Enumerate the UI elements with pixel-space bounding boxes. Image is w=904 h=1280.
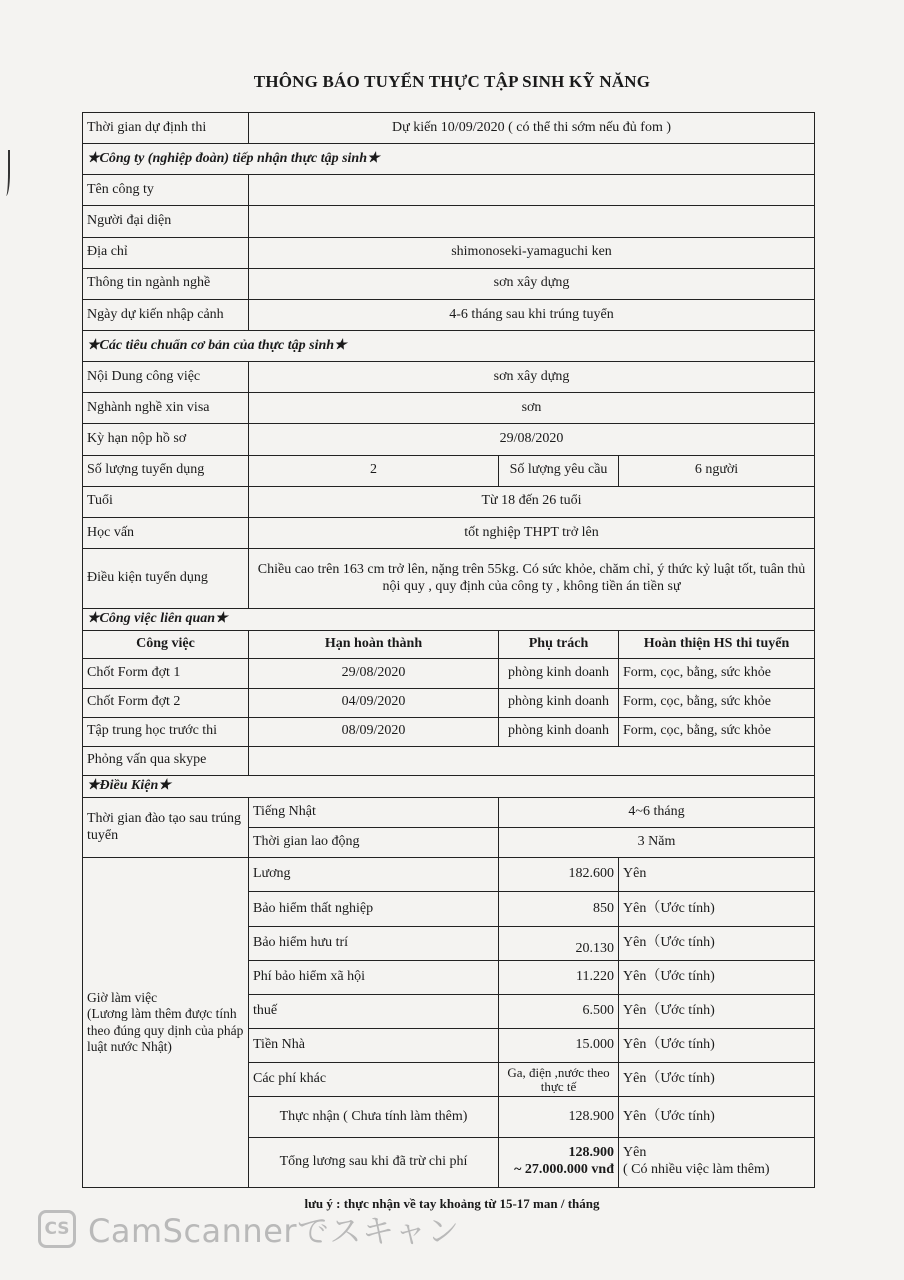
total-unit-yen: Yên: [623, 1145, 647, 1161]
work-docs: Form, cọc, bằng, sức khỏe: [619, 688, 815, 717]
total-amount-vnd: ~ 27.000.000 vnđ: [514, 1162, 614, 1178]
entry-date-value: 4-6 tháng sau khi trúng tuyển: [249, 299, 815, 330]
pay-amount: 20.130: [499, 926, 619, 960]
page-title: THÔNG BÁO TUYỂN THỰC TẬP SINH KỸ NĂNG: [253, 72, 651, 91]
footnote: lưu ý : thực nhận về tay khoảng từ 15-17 man / tháng: [304, 1196, 600, 1211]
work-due: 08/09/2020: [249, 717, 499, 746]
age-value: Từ 18 đến 26 tuổi: [249, 486, 815, 517]
work-header-docs: Hoàn thiện HS thi tuyển: [619, 631, 815, 659]
exam-date-label: Thời gian dự định thi: [83, 113, 249, 144]
pay-label: Bảo hiểm hưu trí: [249, 926, 499, 960]
visa-label: Nghành nghề xin visa: [83, 393, 249, 424]
work-header-owner: Phụ trách: [499, 631, 619, 659]
work-section-heading: ★Công việc liên quan★: [83, 609, 815, 631]
company-section-heading: ★Công ty (nghiệp đoàn) tiếp nhận thực tập sinh★: [83, 144, 815, 175]
pay-label: Thực nhận ( Chưa tính làm thêm): [249, 1097, 499, 1137]
recruitment-table: [82, 112, 815, 1188]
work-owner: phòng kinh doanh: [499, 688, 619, 717]
pay-amount: 182.600: [499, 858, 619, 892]
quantity-value: 2: [249, 455, 499, 486]
work-owner: phòng kinh doanh: [499, 659, 619, 688]
interview-value: [249, 746, 815, 775]
work-header-due: Hạn hoàn thành: [249, 631, 499, 659]
watermark-text: CamScannerでスキャン: [88, 1212, 460, 1250]
education-value: tốt nghiệp THPT trở lên: [249, 517, 815, 548]
pay-unit: Yên（Ước tính): [619, 994, 815, 1028]
pay-label: Tiền Nhà: [249, 1029, 499, 1063]
pay-unit: Yên（Ước tính): [619, 1097, 815, 1137]
camscanner-logo-icon: CS: [38, 1210, 76, 1248]
pay-label: Bảo hiểm thất nghiệp: [249, 892, 499, 926]
representative-value: [249, 206, 815, 237]
pay-unit: Yên（Ước tính): [619, 892, 815, 926]
work-row: [83, 717, 815, 746]
total-amount-yen: 128.900: [568, 1145, 614, 1161]
job-content-label: Nội Dung công việc: [83, 362, 249, 393]
conditions-value: Chiều cao trên 163 cm trở lên, nặng trên 55kg. Có sức khỏe, chăm chỉ, ý thức kỷ luật tốt, tuân thủ nội quy , quy định của công ty , không tiền án tiền sự: [249, 548, 815, 608]
standards-section-heading: ★Các tiêu chuẩn cơ bản của thực tập sinh★: [83, 330, 815, 361]
total-label: Tổng lương sau khi đã trừ chi phí: [249, 1137, 499, 1187]
company-name-value: [249, 175, 815, 206]
pay-amount: 15.000: [499, 1029, 619, 1063]
pay-unit: Yên: [619, 858, 815, 892]
pay-amount: 11.220: [499, 960, 619, 994]
exam-date-value: Dự kiến 10/09/2020 ( có thể thi sớm nếu đủ fom ): [249, 113, 815, 144]
pay-unit: Yên（Ước tính): [619, 1063, 815, 1097]
company-name-label: Tên công ty: [83, 175, 249, 206]
representative-label: Người đại diện: [83, 206, 249, 237]
japanese-label: Tiếng Nhật: [249, 798, 499, 828]
work-due: 04/09/2020: [249, 688, 499, 717]
address-label: Địa chỉ: [83, 237, 249, 268]
camscanner-watermark: [38, 1206, 460, 1252]
pay-amount: 6.500: [499, 994, 619, 1028]
pay-unit: Yên（Ước tính): [619, 1029, 815, 1063]
interview-label: Phỏng vấn qua skype: [83, 746, 249, 775]
conditions-label: Điều kiện tuyển dụng: [83, 548, 249, 608]
work-docs: Form, cọc, bằng, sức khỏe: [619, 659, 815, 688]
required-label: Số lượng yêu cầu: [499, 455, 619, 486]
japanese-value: 4~6 tháng: [499, 798, 815, 828]
industry-label: Thông tin ngành nghề: [83, 268, 249, 299]
work-due: 29/08/2020: [249, 659, 499, 688]
work-task: Chốt Form đợt 1: [83, 659, 249, 688]
pay-row: [83, 858, 815, 892]
pay-amount: 850: [499, 892, 619, 926]
age-label: Tuổi: [83, 486, 249, 517]
education-label: Học vấn: [83, 517, 249, 548]
page-edge-mark: [2, 150, 10, 196]
work-docs: Form, cọc, bằng, sức khỏe: [619, 717, 815, 746]
pay-label: thuế: [249, 994, 499, 1028]
pay-label: Lương: [249, 858, 499, 892]
pay-amount: Ga, điện ,nước theo thực tế: [499, 1063, 619, 1097]
address-value: shimonoseki-yamaguchi ken: [249, 237, 815, 268]
visa-value: sơn: [249, 393, 815, 424]
pay-label: Phí bảo hiểm xã hội: [249, 960, 499, 994]
deadline-value: 29/08/2020: [249, 424, 815, 455]
work-task: Tập trung học trước thi: [83, 717, 249, 746]
terms-section-heading: ★Điều Kiện★: [83, 775, 815, 797]
required-value: 6 người: [619, 455, 815, 486]
quantity-label: Số lượng tuyển dụng: [83, 455, 249, 486]
work-owner: phòng kinh doanh: [499, 717, 619, 746]
pay-unit: Yên（Ước tính): [619, 960, 815, 994]
industry-value: sơn xây dựng: [249, 268, 815, 299]
job-content-value: sơn xây dựng: [249, 362, 815, 393]
total-amount: [499, 1137, 619, 1187]
work-row: [83, 659, 815, 688]
working-hours-label: Giờ làm việc (Lương làm thêm được tính theo đúng quy dịnh của pháp luật nước Nhật): [83, 858, 249, 1188]
pay-unit: Yên（Ước tính): [619, 926, 815, 960]
labor-value: 3 Năm: [499, 828, 815, 858]
pay-label: Các phí khác: [249, 1063, 499, 1097]
work-row: [83, 688, 815, 717]
total-unit-note: ( Có nhiều việc làm thêm): [623, 1162, 770, 1178]
pay-amount: 128.900: [499, 1097, 619, 1137]
total-unit: [619, 1137, 815, 1187]
deadline-label: Kỳ hạn nộp hồ sơ: [83, 424, 249, 455]
entry-date-label: Ngày dự kiến nhập cảnh: [83, 299, 249, 330]
labor-label: Thời gian lao động: [249, 828, 499, 858]
training-label: Thời gian đào tạo sau trúng tuyển: [83, 798, 249, 858]
work-task: Chốt Form đợt 2: [83, 688, 249, 717]
work-header-task: Công việc: [83, 631, 249, 659]
